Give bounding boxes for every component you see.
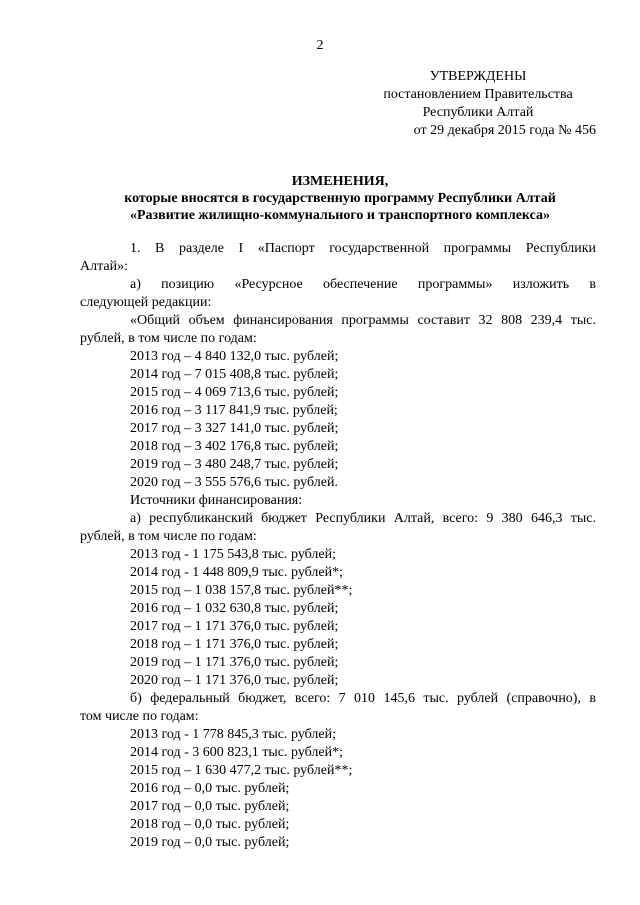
list-item: 2014 год - 1 448 809,9 тыс. рублей*; [130, 565, 344, 580]
list-item: 2013 год - 1 778 845,3 тыс. рублей; [130, 727, 337, 742]
approval-line-2: Республики Алтай [422, 105, 534, 120]
regional-budget-line-1: а) республиканский бюджет Республики Алтай, всего: 9 380 646,3 тыс. [130, 511, 596, 526]
list-item: 2016 год – 0,0 тыс. рублей; [130, 781, 290, 796]
approval-line-1: постановлением Правительства [383, 87, 573, 102]
page-number: 2 [316, 38, 324, 53]
federal-years-list [80, 726, 596, 852]
heading-title: ИЗМЕНЕНИЯ, [291, 174, 389, 189]
federal-budget-line-2: том числе по годам: [80, 709, 199, 724]
total-years-list [80, 348, 596, 492]
regional-budget-line-2: рублей, в том числе по годам: [80, 529, 257, 544]
list-item: 2016 год – 1 032 630,8 тыс. рублей; [130, 601, 339, 616]
approval-title: УТВЕРЖДЕНЫ [429, 69, 527, 84]
list-item: 2013 год – 4 840 132,0 тыс. рублей; [130, 349, 339, 364]
list-item: 2015 год – 1 038 157,8 тыс. рублей**; [130, 583, 353, 598]
list-item: 2013 год - 1 175 543,8 тыс. рублей; [130, 547, 337, 562]
list-item: 2015 год – 1 630 477,2 тыс. рублей**; [130, 763, 353, 778]
list-item: 2020 год – 1 171 376,0 тыс. рублей; [130, 673, 339, 688]
list-item: 2017 год – 0,0 тыс. рублей; [130, 799, 290, 814]
approval-stamp [360, 68, 596, 140]
subitem-a-line-1: а) позицию «Ресурсное обеспечение программы» изложить в [130, 277, 596, 292]
list-item: 2019 год – 0,0 тыс. рублей; [130, 835, 290, 850]
total-funding-line-2: рублей, в том числе по годам: [80, 331, 257, 346]
list-item: 2015 год – 4 069 713,6 тыс. рублей; [130, 385, 339, 400]
federal-budget-line-1: б) федеральный бюджет, всего: 7 010 145,6 тыс. рублей (справочно), в [130, 691, 596, 706]
regional-years-list [80, 546, 596, 690]
document-body [80, 240, 596, 852]
list-item: 2019 год – 3 480 248,7 тыс. рублей; [130, 457, 339, 472]
list-item: 2018 год – 3 402 176,8 тыс. рублей; [130, 439, 339, 454]
total-funding-line-1: «Общий объем финансирования программы составит 32 808 239,4 тыс. [130, 313, 596, 328]
list-item: 2017 год – 3 327 141,0 тыс. рублей; [130, 421, 339, 436]
list-item: 2018 год – 0,0 тыс. рублей; [130, 817, 290, 832]
subitem-a-line-2: следующей редакции: [80, 295, 212, 310]
heading-line-1: которые вносятся в государственную программу Республики Алтай [124, 191, 556, 206]
list-item: 2014 год - 3 600 823,1 тыс. рублей*; [130, 745, 344, 760]
sources-heading: Источники финансирования: [130, 493, 303, 508]
list-item: 2017 год – 1 171 376,0 тыс. рублей; [130, 619, 339, 634]
approval-line-3: от 29 декабря 2015 года № 456 [413, 123, 596, 138]
list-item: 2020 год – 3 555 576,6 тыс. рублей. [130, 475, 338, 490]
heading-line-2: «Развитие жилищно-коммунального и транспортного комплекса» [129, 208, 551, 223]
item-1-line-1: 1. В разделе I «Паспорт государственной программы Республики [130, 241, 596, 256]
list-item: 2019 год – 1 171 376,0 тыс. рублей; [130, 655, 339, 670]
item-1-line-2: Алтай»: [80, 259, 128, 274]
document-heading [80, 173, 600, 224]
list-item: 2016 год – 3 117 841,9 тыс. рублей; [130, 403, 338, 418]
list-item: 2018 год – 1 171 376,0 тыс. рублей; [130, 637, 339, 652]
list-item: 2014 год – 7 015 408,8 тыс. рублей; [130, 367, 339, 382]
